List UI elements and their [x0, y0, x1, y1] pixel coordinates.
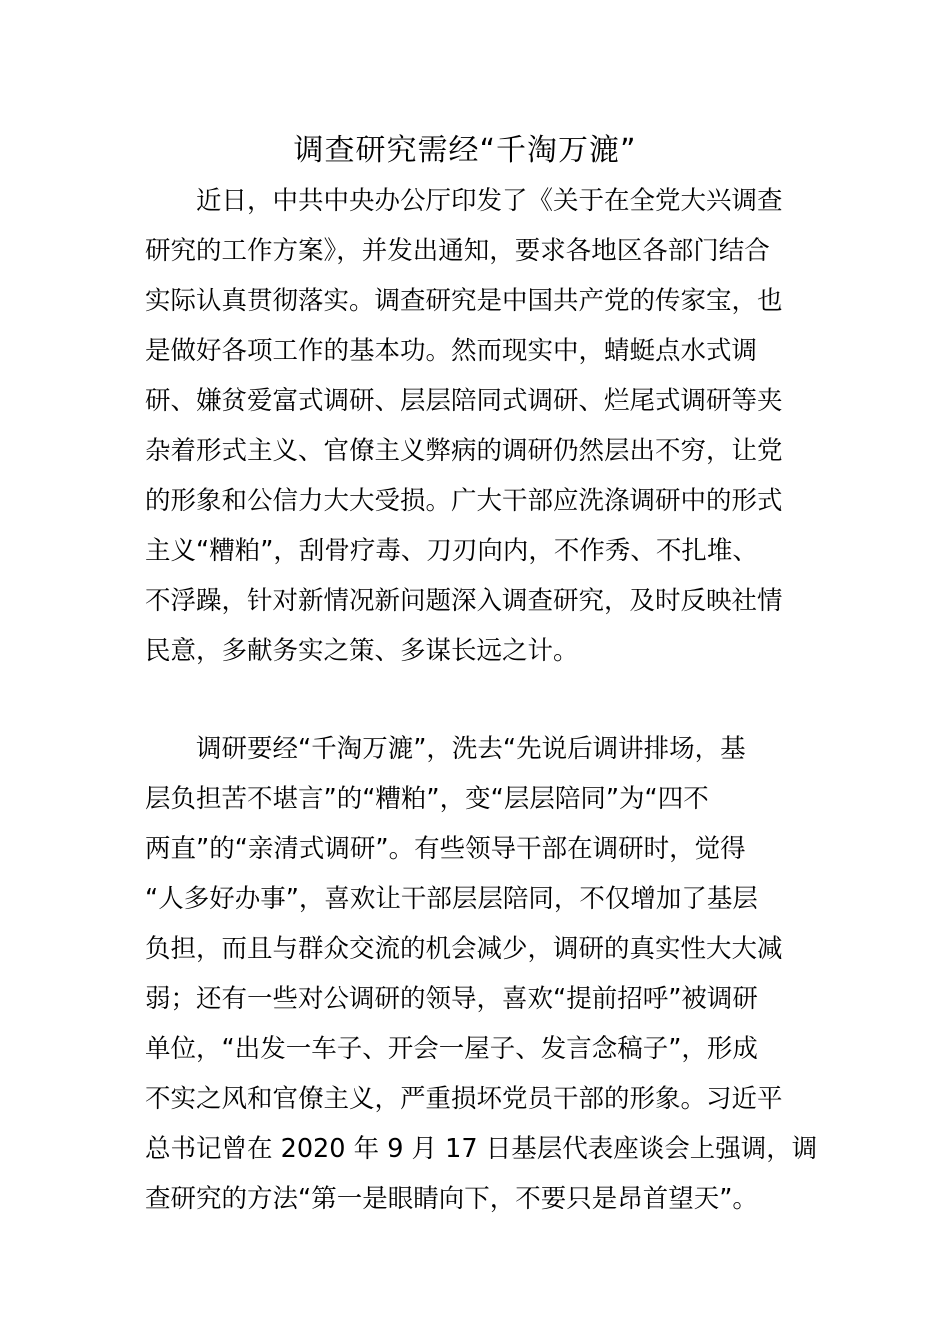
paragraph-1-line-1: 近日，中共中央办公厅印发了《关于在全党大兴调查 — [145, 186, 783, 216]
paragraph-2-line-3: 两直”的“亲清式调研”。有些领导干部在调研时，觉得 — [145, 834, 746, 864]
paragraph-2-line-9: 总书记曾在 2020 年 9 月 17 日基层代表座谈会上强调，调 — [145, 1134, 818, 1164]
paragraph-1-line-2: 研究的工作方案》，并发出通知，要求各地区各部门结合 — [145, 236, 770, 266]
paragraph-1-line-5: 研、嫌贫爱富式调研、层层陪同式调研、烂尾式调研等夹 — [145, 386, 783, 416]
paragraph-2-line-2: 层负担苦不堪言”的“糟粕”，变“层层陪同”为“四不 — [145, 784, 709, 814]
paragraph-2-line-10: 查研究的方法“第一是眼睛向下，不要只是昂首望天”。 — [145, 1184, 758, 1214]
paragraph-2-line-7: 单位，“出发一车子、开会一屋子、发言念稿子”，形成 — [145, 1034, 758, 1064]
paragraph-1-line-9: 不浮躁，针对新情况新问题深入调查研究，及时反映社情 — [145, 586, 783, 616]
document-title: 调查研究需经“千淘万漉” — [293, 133, 637, 168]
paragraph-1-line-10: 民意，多献务实之策、多谋长远之计。 — [145, 636, 579, 666]
paragraph-2-line-5: 负担，而且与群众交流的机会减少，调研的真实性大大减 — [145, 934, 783, 964]
paragraph-1-line-6: 杂着形式主义、官僚主义弊病的调研仍然层出不穷，让党 — [145, 436, 783, 466]
paragraph-1-line-3: 实际认真贯彻落实。调查研究是中国共产党的传家宝，也 — [145, 286, 783, 316]
paragraph-2-line-6: 弱；还有一些对公调研的领导，喜欢“提前招呼”被调研 — [145, 984, 758, 1014]
paragraph-2-line-4: “人多好办事”，喜欢让干部层层陪同，不仅增加了基层 — [145, 884, 758, 914]
paragraph-1-line-4: 是做好各项工作的基本功。然而现实中，蜻蜓点水式调 — [145, 336, 758, 366]
paragraph-1-line-8: 主义“糟粕”，刮骨疗毒、刀刃向内，不作秀、不扎堆、 — [145, 536, 758, 566]
paragraph-2-line-8: 不实之风和官僚主义，严重损坏党员干部的形象。习近平 — [145, 1084, 783, 1114]
paragraph-2-line-1: 调研要经“千淘万漉”，洗去“先说后调讲排场，基 — [145, 734, 746, 764]
paragraph-1-line-7: 的形象和公信力大大受损。广大干部应洗涤调研中的形式 — [145, 486, 783, 516]
